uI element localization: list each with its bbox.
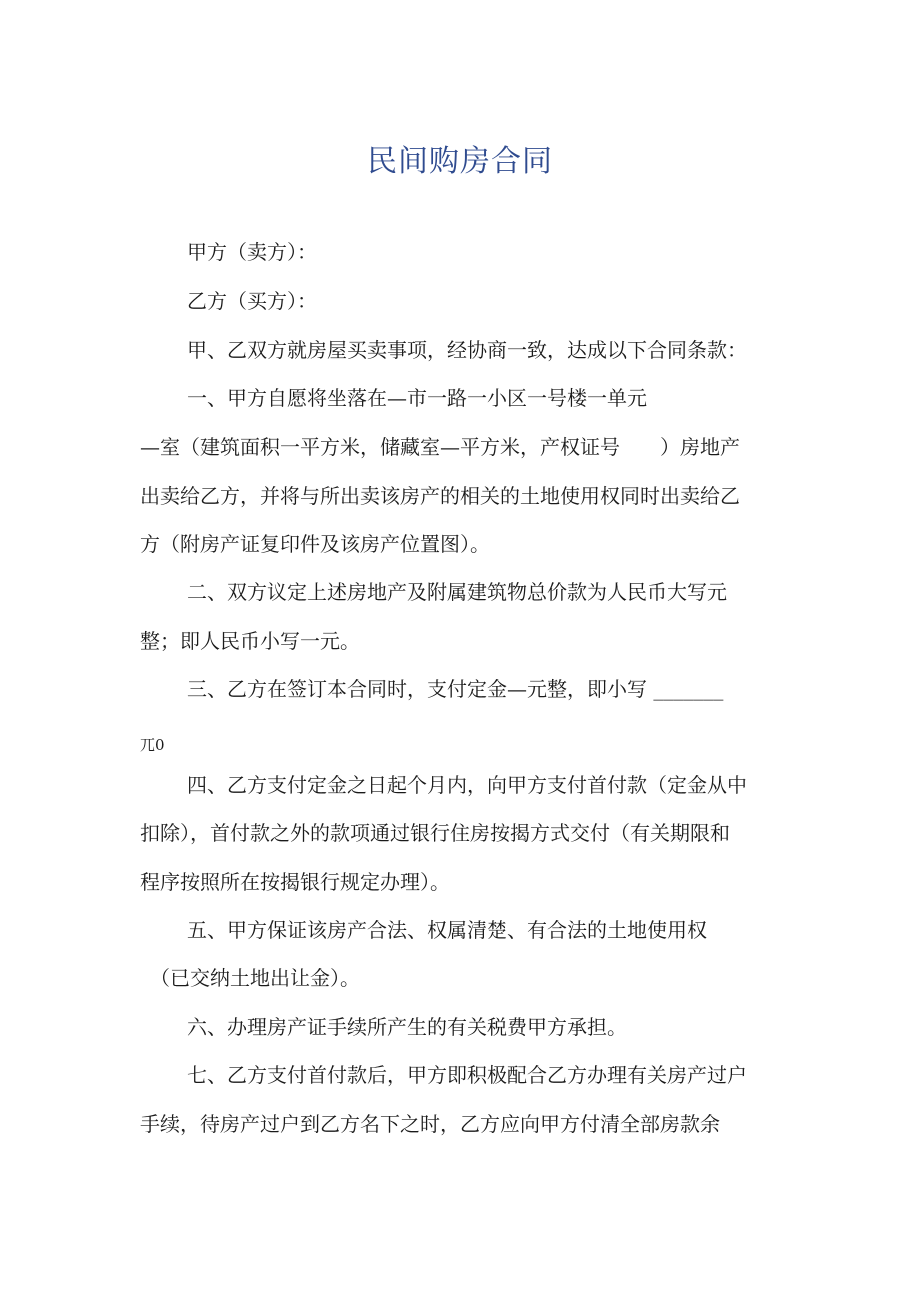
clause-1-line-1: 一、甲方自愿将坐落在—市一路一小区一号楼一单元 [187, 386, 647, 410]
clause-4-line-1: 四、乙方支付定金之日起个月内，向甲方支付首付款（定金从中 [187, 773, 747, 797]
seller-party-line: 甲方（卖方）： [187, 240, 317, 264]
clause-4-line-3: 程序按照所在按揭银行规定办理）。 [140, 870, 450, 894]
clause-5-line-1: 五、甲方保证该房产合法、权属清楚、有合法的土地使用权 [187, 918, 707, 942]
clause-7-line-2: 手续，待房产过户到乙方名下之时，乙方应向甲方付清全部房款余 [140, 1112, 720, 1136]
document-title: 民间购房合同 [367, 144, 553, 179]
clause-5-line-2: （已交纳土地出让金）。 [150, 966, 360, 990]
clause-4-line-2: 扣除），首付款之外的款项通过银行住房按揭方式交付（有关期限和 [140, 821, 730, 845]
clause-6-line-1: 六、办理房产证手续所产生的有关税费甲方承担。 [187, 1015, 627, 1039]
clause-3-line-1: 三、乙方在签订本合同时，支付定金—元整，即小写 _______ [187, 677, 724, 701]
clause-2-line-1: 二、双方议定上述房地产及附属建筑物总价款为人民币大写元 [187, 580, 727, 604]
clause-1-line-4: 方（附房产证复印件及该房产位置图）。 [140, 532, 490, 556]
clause-1-line-2: —室（建筑面积一平方米，储藏室—平方米，产权证号 ）房地产 [140, 435, 740, 459]
intro-paragraph-line: 甲、乙双方就房屋买卖事项，经协商一致，达成以下合同条款： [187, 338, 747, 362]
clause-1-line-3: 出卖给乙方，并将与所出卖该房产的相关的土地使用权同时出卖给乙 [140, 484, 740, 508]
clause-2-line-2: 整；即人民币小写一元。 [140, 629, 360, 653]
buyer-party-line: 乙方（买方）： [187, 289, 317, 313]
clause-7-line-1: 七、乙方支付首付款后，甲方即积极配合乙方办理有关房产过户 [187, 1063, 747, 1087]
clause-3-line-2: 兀0 [140, 736, 165, 754]
